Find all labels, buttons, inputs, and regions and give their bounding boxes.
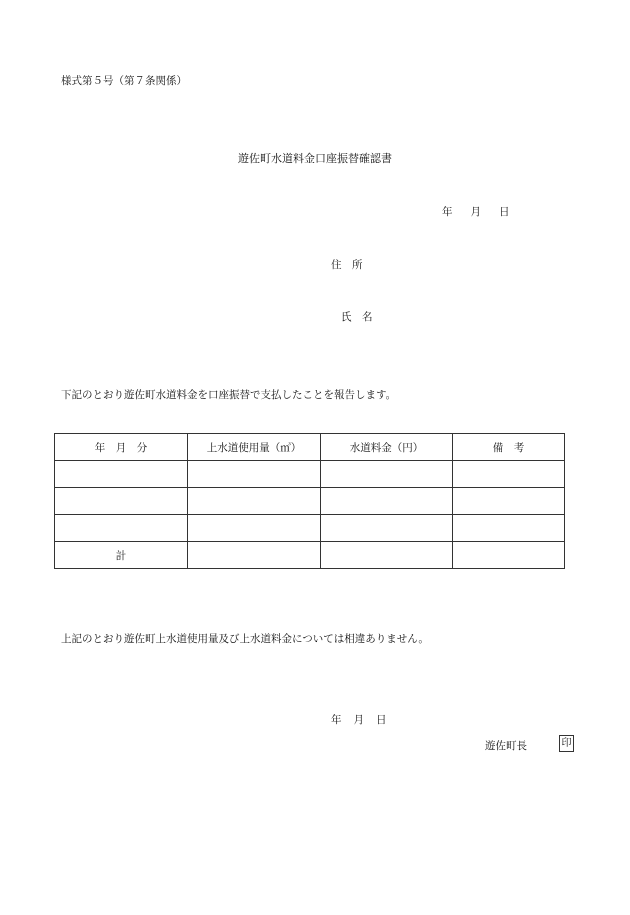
table-cell	[188, 461, 321, 488]
table-cell	[321, 542, 453, 569]
header-remarks: 備 考	[453, 434, 565, 461]
table-total-row	[55, 542, 565, 569]
header-year-month: 年 月 分	[55, 434, 188, 461]
seal-mark: 印	[559, 735, 574, 752]
table-cell	[321, 515, 453, 542]
table-row	[55, 515, 565, 542]
table-cell	[453, 488, 565, 515]
intro-text: 下記のとおり遊佐町水道料金を口座振替で支払したことを報告します。	[61, 389, 397, 401]
table-cell	[55, 488, 188, 515]
footer-date-day: 日	[376, 714, 387, 726]
total-label: 計	[55, 542, 188, 569]
signer-title: 遊佐町長	[485, 740, 527, 752]
address-label: 住 所	[331, 259, 363, 271]
table-cell	[188, 515, 321, 542]
footer-date-year: 年	[331, 714, 342, 726]
form-number: 様式第５号（第７条関係）	[61, 75, 187, 87]
header-date	[442, 204, 510, 219]
table-cell	[55, 461, 188, 488]
table-cell	[188, 542, 321, 569]
header-water-fee: 水道料金（円）	[321, 434, 453, 461]
usage-table	[54, 433, 565, 569]
footer-date-month: 月	[353, 714, 364, 726]
table-header-row	[55, 434, 565, 461]
table-cell	[453, 461, 565, 488]
header-date-month: 月	[470, 206, 481, 218]
confirmation-text: 上記のとおり遊佐町上水道使用量及び上水道料金については相違ありません。	[61, 633, 429, 645]
table-row	[55, 488, 565, 515]
footer-date	[331, 712, 387, 727]
header-date-year: 年	[442, 206, 453, 218]
header-water-usage: 上水道使用量（㎥）	[188, 434, 321, 461]
table-cell	[55, 515, 188, 542]
table-cell	[321, 461, 453, 488]
table-cell	[453, 542, 565, 569]
document-title: 遊佐町水道料金口座振替確認書	[238, 152, 392, 165]
table-cell	[188, 488, 321, 515]
table-cell	[453, 515, 565, 542]
table-cell	[321, 488, 453, 515]
header-date-day: 日	[499, 206, 510, 218]
table-row	[55, 461, 565, 488]
name-label: 氏 名	[341, 311, 373, 323]
